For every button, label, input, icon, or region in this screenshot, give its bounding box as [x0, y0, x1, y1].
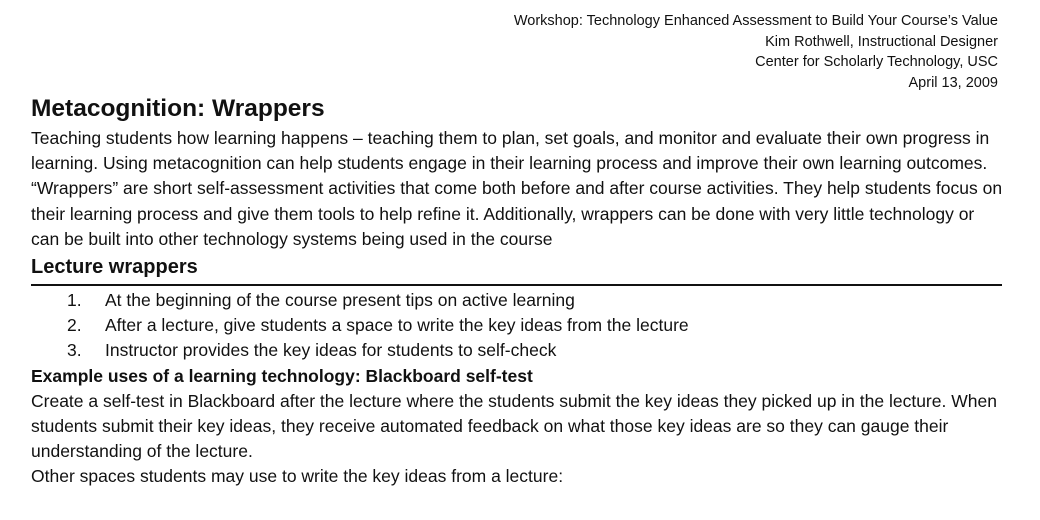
section-heading-lecture-wrappers: Lecture wrappers [31, 256, 198, 279]
list-item-number: 1. [67, 290, 82, 311]
other-spaces-paragraph: Other spaces students may use to write the key ideas from a lecture: [31, 466, 564, 487]
list-item-number: 3. [67, 340, 82, 361]
document-header [514, 11, 998, 93]
list-item-text: At the beginning of the course present tips on active learning [105, 290, 575, 311]
lecture-steps-list [31, 288, 1006, 364]
intro-paragraph-1: Teaching students how learning happens – teaching them to plan, set goals, and monitor and evaluate their own progress in learning. Using metacognition can help students engage in their learning process and improve their own learning outcomes. [31, 128, 990, 174]
intro-paragraph-2: “Wrappers” are short self-assessment activities that come both before and after course activities. They help students focus on their learning process and give them tools to help refine it. Additionally, wrappers can be done with very little technology or can be built into other technology systems being used in the course [31, 178, 1003, 249]
example-paragraph: Create a self-test in Blackboard after the lecture where the students submit the key ideas they picked up in the lecture. When students submit their key ideas, they receive automated feedback on what those key ideas are so they can gauge their understanding of the lecture. [31, 390, 997, 462]
section-divider [31, 284, 1002, 286]
center-line: Center for Scholarly Technology, USC [755, 54, 998, 70]
date-line: April 13, 2009 [908, 74, 998, 91]
list-item-text: After a lecture, give students a space to write the key ideas from the lecture [105, 315, 689, 336]
page-title: Metacognition: Wrappers [31, 95, 325, 122]
document-body [31, 92, 1006, 490]
list-item [31, 288, 1006, 313]
list-item [31, 338, 1006, 363]
list-item [31, 313, 1006, 338]
author-line: Kim Rothwell, Instructional Designer [765, 33, 998, 50]
list-item-number: 2. [67, 315, 82, 336]
list-item-text: Instructor provides the key ideas for students to self-check [105, 340, 557, 361]
workshop-title: Workshop: Technology Enhanced Assessment to Build Your Course’s Value [513, 13, 998, 29]
example-subheading: Example uses of a learning technology: Blackboard self-test [31, 365, 533, 386]
